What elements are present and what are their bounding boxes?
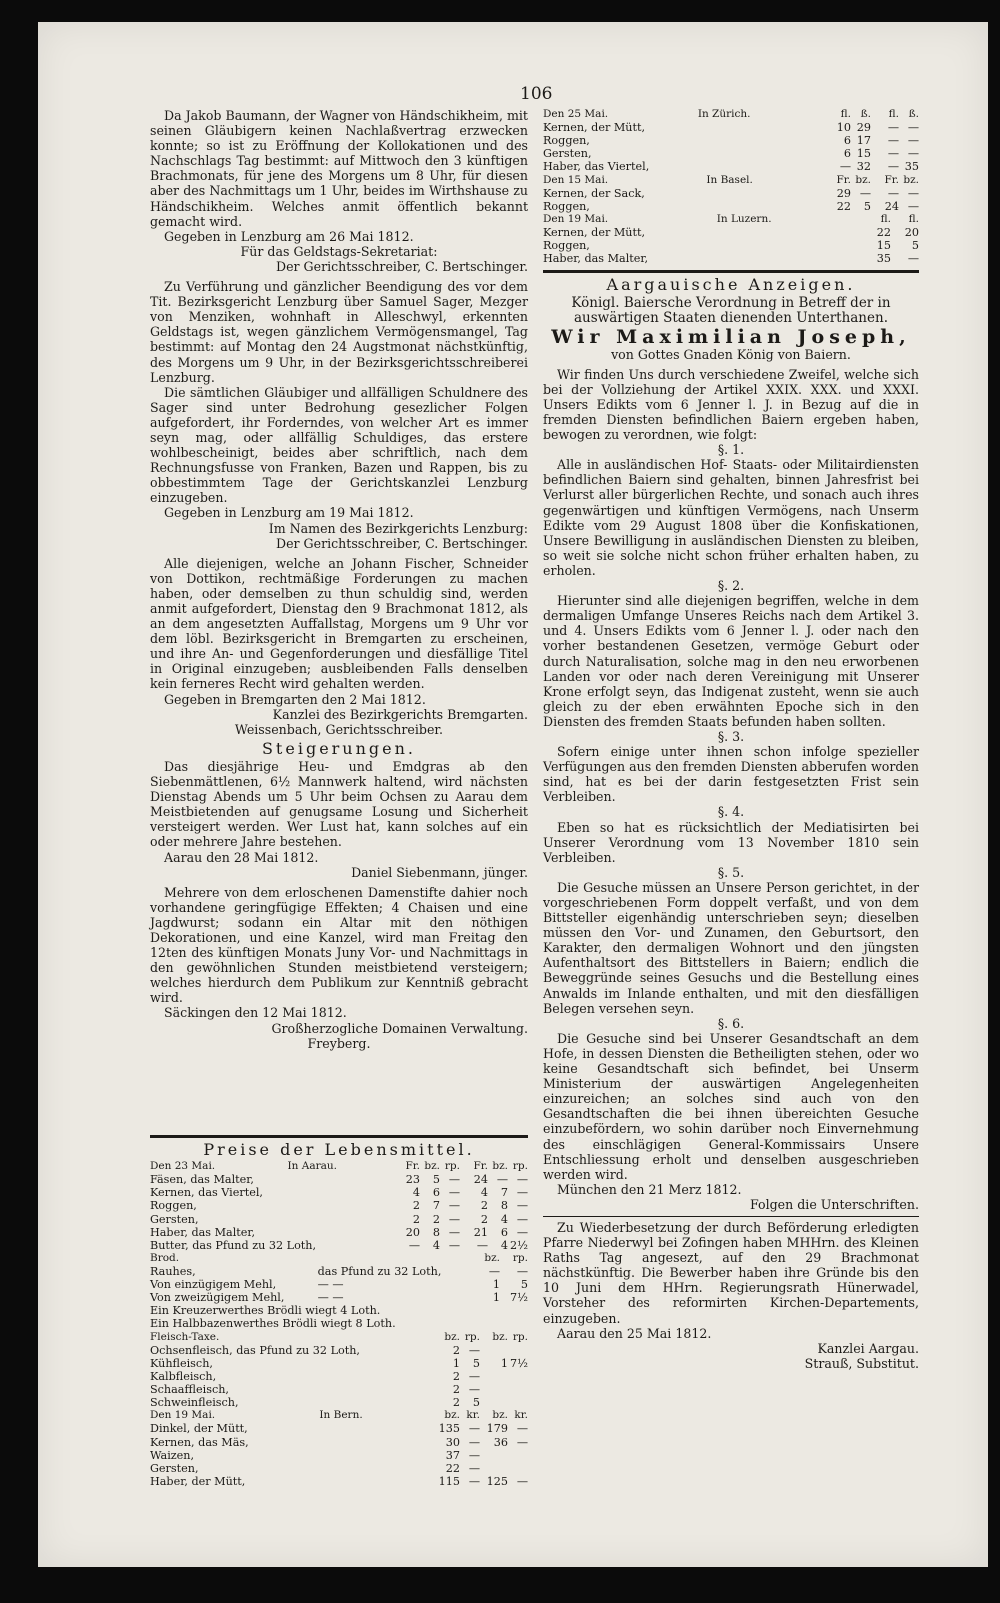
table-row: Ein Halbbazenwerthes Brödli wiegt 8 Loth. (150, 1317, 396, 1331)
table-row: Schaaffleisch, 2 — (150, 1383, 480, 1397)
table-row: Kernen, der Mütt, 22 20 (543, 226, 919, 240)
price-table-fleisch: Fleisch-Taxe. bz. rp. bz. rp. Ochsenfleisch, das Pfund zu 32 Loth, 2 — Kühfleisch, 1 5 1 7½ Kalbfleisch, 2 — Schaaffleisch, 2 — Schweinfleisch, 2 5 (150, 1330, 528, 1410)
table-row: Haber, der Mütt, 115 — 125 — (150, 1474, 528, 1488)
signature-line: Kanzlei des Bezirkgerichts Bremgarten. (272, 706, 528, 722)
notice-sager-creditors: Die sämtlichen Gläubiger und allfälligen Schuldnere des Sager sind unter Bedrohung gesezlicher Folgen aufgefordert, ihr Forderndes, von welcher Art es immer seyn mag, oder allfällig Schuldiges, das erstere wohlbescheinigt, beides aber schriftlich, nach dem Rechnungsfusse von Franken, Bazen und Rappen, bis zu obbestimmtem Tage der Gerichtskanzlei Lenzburg einzugeben. (150, 384, 528, 506)
table-date: Den 25 Mai. (543, 108, 609, 120)
table-date: Den 23 Mai. (150, 1160, 216, 1173)
table-row: Kernen, der Sack, 29 — — — (543, 186, 919, 200)
table-place: In Zürich. (697, 108, 751, 120)
page-number: 106 (520, 84, 553, 104)
table-row: Roggen, 15 5 (543, 239, 919, 253)
notice-date: Aarau den 28 Mai 1812. (164, 849, 319, 865)
table-row: Gersten, 2 2 — 2 4 — (150, 1212, 528, 1226)
table-place: In Luzern. (716, 212, 772, 225)
notice-niederwyl: Zu Wiederbesetzung der durch Beförderung erledigten Pfarre Niederwyl bei Zofingen haben MHHrn. des Kleinen Raths Tag angesezt, auf den 29 Brachmonat nächstkünftig. Die Bewerber haben ihre Gründe bis den 10 Juni dem HHrn. Regierungsrath Hünerwadel, Vorsteher des reformirten Kirchen-Departements, einzugeben. (543, 1219, 919, 1326)
section-number: §. 2. (717, 578, 745, 594)
table-row: Dinkel, der Mütt, 135 — 179 — (150, 1422, 528, 1436)
price-table-luzern: Den 19 Mai. In Luzern. fl. fl. Kernen, der Mütt, 22 20 Roggen, 15 5 Haber, das Malter, 35 — (543, 212, 919, 266)
price-table-bern: Den 19 Mai. In Bern. bz. kr. bz. kr. Dinkel, der Mütt, 135 — 179 — Kernen, das Mäs, 30 — 36 — Waizen, 37 — Gersten, 22 — Haber, der Mütt, 115 — 125 — (150, 1409, 528, 1488)
price-table-brod: Brod. bz. rp. Rauhes, das Pfund zu 32 Loth, — — Von einzügigem Mehl, — — 1 5 Von zweizügigem Mehl, — — 1 7½ Ein Kreuzerwerthes Brödli wiegt 4 Loth. Ein Halbbazenwerthes Brödli wiegt 8 Loth. (150, 1251, 528, 1331)
table-row: Haber, das Malter, 35 — (543, 252, 919, 266)
price-table-basel: Den 15 Mai. In Basel. Fr. bz. Fr. bz. Kernen, der Sack, 29 — — — Roggen, 22 5 24 — (543, 173, 919, 213)
decree-paragraph: Eben so hat es rücksichtlich der Mediatisirten bei Unserer Verordnung vom 13 November 1810 sein Verbleiben. (543, 819, 919, 865)
table-row: Kernen, der Mütt, 10 29 — — (543, 121, 919, 135)
table-row: Gersten, 22 — (150, 1461, 480, 1475)
table-subheading: Brod. (150, 1251, 180, 1264)
decree-king: Wir Maximilian Joseph, (551, 325, 911, 348)
table-row: Von zweizügigem Mehl, — — 1 7½ (150, 1291, 528, 1305)
table-date: Den 15 Mai. (543, 173, 609, 186)
decree-intro: Wir finden Uns durch verschiedene Zweifel, welche sich bei der Vollziehung der Artikel XXIX. XXX. und XXXI. Unsers Edikts vom 6 Jenner l. J. in Bezug auf die in fremden Diensten befindlichen Baiern ergeben haben, bewogen zu verordnen, wie folgt: (543, 366, 919, 443)
decree-date: München den 21 Merz 1812. (557, 1181, 742, 1197)
signature-line: Strauß, Substitut. (804, 1355, 919, 1371)
table-subheading: Fleisch-Taxe. (150, 1330, 220, 1343)
section-number: §. 6. (717, 1015, 745, 1031)
table-row: Gersten, 6 15 — — (543, 147, 919, 161)
signature-line: Im Namen des Bezirkgerichts Lenzburg: (268, 520, 528, 536)
signature-line: Großherzogliche Domainen Verwaltung. (271, 1020, 528, 1036)
section-number: §. 4. (717, 804, 745, 820)
table-row: Ein Kreuzerwerthes Brödli wiegt 4 Loth. (150, 1304, 381, 1318)
section-heading-preise: Preise der Lebensmittel. (203, 1140, 475, 1159)
signature-line: Freyberg. (307, 1035, 371, 1051)
notice-fischer: Alle diejenigen, welche an Johann Fischer, Schneider von Dottikon, rechtmäßige Forderungen zu machen haben, oder demselben zu thun schuldig sind, werden anmit aufgefordert, Dienstag den 9 Brachmonat 1812, als an dem angesetzten Auffallstag, Morgens um 9 Uhr vor dem löbl. Bezirksgericht in Bremgarten zu erscheinen, und ihre An- und Gegenforderungen und diesfällige Titel in Original einzugeben; ausbleibenden Falls denselben kein ferneres Recht wird gehalten werden. (150, 555, 528, 692)
table-row: Rauhes, das Pfund zu 32 Loth, — — (150, 1265, 528, 1279)
notice-date: Aarau den 25 Mai 1812. (557, 1325, 712, 1341)
table-row: Kalbfleisch, 2 — (150, 1369, 480, 1383)
decree-king-subtitle: von Gottes Gnaden König von Baiern. (611, 346, 851, 362)
section-heading-steigerungen: Steigerungen. (261, 738, 417, 758)
notice-siebenmann: Das diesjährige Heu- und Emdgras ab den Siebenmättlenen, 6½ Mannwerk haltend, wird nächsten Dienstag Abends um 5 Uhr beim Ochsen zu Aarau dem Meistbietenden auf genugsame Losung und Sicherheit versteigert werden. Wer Lust hat, kann solches auf ein oder mehrere Jahre bestehen. (150, 758, 528, 850)
decree-paragraph: Sofern einige unter ihnen schon infolge spezieller Verfügungen aus den fremden Diensten abberufen worden sind, hat es bei der darin festgesetzten Frist sein Verbleiben. (543, 744, 919, 805)
table-place: In Bern. (319, 1409, 363, 1422)
table-row: Waizen, 37 — (150, 1448, 480, 1462)
table-row: Fäsen, das Malter, 23 5 — 24 — — (150, 1173, 528, 1187)
table-row: Kernen, das Mäs, 30 — 36 — (150, 1435, 528, 1449)
notice-sager: Zu Verführung und gänzlicher Beendigung des vor dem Tit. Bezirksgericht Lenzburg über Samuel Sager, Mezger von Menziken, wohnhaft in Alleschwyl, erkennten Geldstags ist, wegen gänzlichem Vermögensmangel, Tag bestimmt: auf Montag den 24 Augstmonat nächstkünftig, des Morgens um 9 Uhr, in der Bezirksgerichtsschreiberei Lenzburg. (150, 279, 528, 385)
left-column (150, 108, 528, 1051)
signature-line: Kanzlei Aargau. (817, 1340, 919, 1356)
section-number: §. 5. (717, 864, 745, 880)
table-row: Von einzügigem Mehl, — — 1 5 (150, 1278, 528, 1292)
divider-rule (543, 270, 919, 273)
table-row: Ochsenfleisch, das Pfund zu 32 Loth, 2 — (150, 1343, 480, 1357)
right-column (543, 108, 919, 1371)
table-row: Roggen, 6 17 — — (543, 134, 919, 148)
table-row: Kühfleisch, 1 5 1 7½ (150, 1356, 528, 1370)
notice-baumann: Da Jakob Baumann, der Wagner von Händschikheim, mit seinen Gläubigern keinen Nachlaßvertrag erzwecken konnte; so ist zu Eröffnung der Kollokationen und des Nachschlags Tag bestimmt: auf Mittwoch den 3 künftigen Brachmonats, für jene des Morgens um 8 Uhr, für diesen aber des Nachmittags um 1 Uhr, beides im Wirthshause zu Händschikheim. Welches anmit öffentlich bekannt gemacht wird. (150, 108, 528, 229)
decree-paragraph: Alle in ausländischen Hof- Staats- oder Militairdiensten befindlichen Baiern sind gehalten, binnen Jahresfrist bei Verlurst aller bürgerlichen Rechte, und sonach auch ihres gegenwärtigen und künftigen Vermögens, nach Unserm Edikte vom 29 August 1808 über die Konfiskationen, Unsere Bewilligung in ausländischen Diensten zu bleiben, so weit sie solche nicht schon früher erhalten haben, zu erholen. (543, 457, 919, 578)
table-place: In Aarau. (287, 1160, 337, 1173)
decree-signatures-note: Folgen die Unterschriften. (749, 1196, 919, 1212)
table-row: Schweinfleisch, 2 5 (150, 1396, 480, 1410)
section-heading-anzeigen: Aargauische Anzeigen. (606, 275, 856, 295)
price-section (150, 1130, 528, 1488)
decree-paragraph: Die Gesuche sind bei Unserer Gesandtschaft an dem Hofe, in dessen Diensten die Betheiligten stehen, oder wo keine Gesandtschaft sich befindet, bei Unserm Ministerium der auswärtigen Angelegenheiten einzureichen; an solches sind auch von den Gesandtschaften die bei ihnen übereichten Gesuche einzubefördern, wo sohin darüber noch Einvernehmung des einschlägigen General-Kommissairs Unsere Entschliessung erholt und denselben ausgeschrieben werden wird. (543, 1030, 919, 1182)
signature-line: Der Gerichtsschreiber, C. Bertschinger. (275, 535, 528, 551)
table-date: Den 19 Mai. (150, 1409, 216, 1422)
table-row: Kernen, das Viertel, 4 6 — 4 7 — (150, 1186, 528, 1200)
table-row: Haber, das Viertel, — 32 — 35 (543, 160, 919, 174)
signature-line: Weissenbach, Gerichtsschreiber. (234, 721, 444, 737)
table-row: Haber, das Malter, 20 8 — 21 6 — (150, 1225, 528, 1239)
divider-rule (543, 1216, 919, 1217)
table-row: Roggen, 2 7 — 2 8 — (150, 1199, 528, 1213)
notice-saeckingen: Mehrere von dem erloschenen Damenstifte dahier noch vorhandene geringfügige Effekten; 4 Chaisen und eine Jagdwurst; sodann ein Altar mit den nöthigen Dekorationen, und eine Kanzel, wird man Freitag den 12ten des künftigen Monats Juny Vor- und Nachmittags in den gewöhnlichen Stunden meistbietend versteigern; welches hierdurch dem Publikum zur Kenntniß gebracht wird. (150, 884, 528, 1006)
signature-line: Daniel Siebenmann, jünger. (351, 864, 528, 880)
decree-paragraph: Hierunter sind alle diejenigen begriffen, welche in dem dermaligen Umfange Unseres Reichs nach dem Artikel 3. und 4. Unsers Edikts vom 6 Jenner l. J. oder nach den vorher bestandenen Gesetzen, vermöge Geburt oder durch Naturalisation, solche mag in den neu erworbenen Landen vor oder nach deren Vereinigung mit Unserer Krone erfolgt seyn, das Indigenat zusteht, wenn sie auch gleich zu der eben erwähnten Epoche sich in den Diensten des fremden Staats befunden haben sollten. (543, 593, 919, 729)
price-table-aarau: Den 23 Mai. In Aarau. Fr. bz. rp. Fr. bz. rp. Fäsen, das Malter, 23 5 — 24 — — Kernen, das Viertel, 4 6 — 4 7 — Roggen, 2 7 — 2 8 — Gersten, 2 2 — 2 4 — Haber, das Malter, 20 8 — 21 6 — Butter, das Pfund zu 32 Loth, — 4 — — 4 2½ (150, 1160, 528, 1252)
decree-title: Königl. Baiersche Verordnung in Betreff der in auswärtigen Staaten dienenden Unterthanen. (571, 294, 891, 326)
signature-line: Der Gerichtsschreiber, C. Bertschinger. (275, 258, 528, 274)
table-row: Roggen, 22 5 24 — (543, 199, 919, 213)
notice-date: Gegeben in Bremgarten den 2 Mai 1812. (164, 691, 426, 707)
section-number: §. 3. (717, 728, 745, 744)
signature-line: Für das Geldstags-Sekretariat: (240, 243, 438, 259)
section-number: §. 1. (717, 442, 745, 458)
notice-date: Säckingen den 12 Mai 1812. (164, 1005, 347, 1021)
notice-date: Gegeben in Lenzburg am 26 Mai 1812. (164, 228, 414, 244)
divider-rule (150, 1135, 528, 1138)
table-place: In Basel. (706, 173, 753, 186)
decree-paragraph: Die Gesuche müssen an Unsere Person gerichtet, in der vorgeschriebenen Form doppelt verfaßt, und von dem Bittsteller eigenhändig unterschrieben seyn; dieselben müssen den Vor- und Zunamen, den Geburtsort, den Karakter, den dermaligen Wohnort und den jüngsten Aufenthaltsort des Bittstellers in Baiern; endlich die Beweggründe seines Gesuchs und die Bestellung eines Anwalds im Inlande enthalten, und mit den diesfälligen Belegen versehen seyn. (543, 879, 919, 1016)
table-row: Butter, das Pfund zu 32 Loth, — 4 — — 4 2½ (150, 1238, 528, 1252)
notice-date: Gegeben in Lenzburg am 19 Mai 1812. (164, 505, 414, 521)
table-date: Den 19 Mai. (543, 212, 609, 225)
price-table-zurich: Den 25 Mai. In Zürich. fl. ß. fl. ß. Kernen, der Mütt, 10 29 — — Roggen, 6 17 — — Gersten, 6 15 — — Haber, das Viertel, — 32 — 35 (543, 108, 919, 174)
